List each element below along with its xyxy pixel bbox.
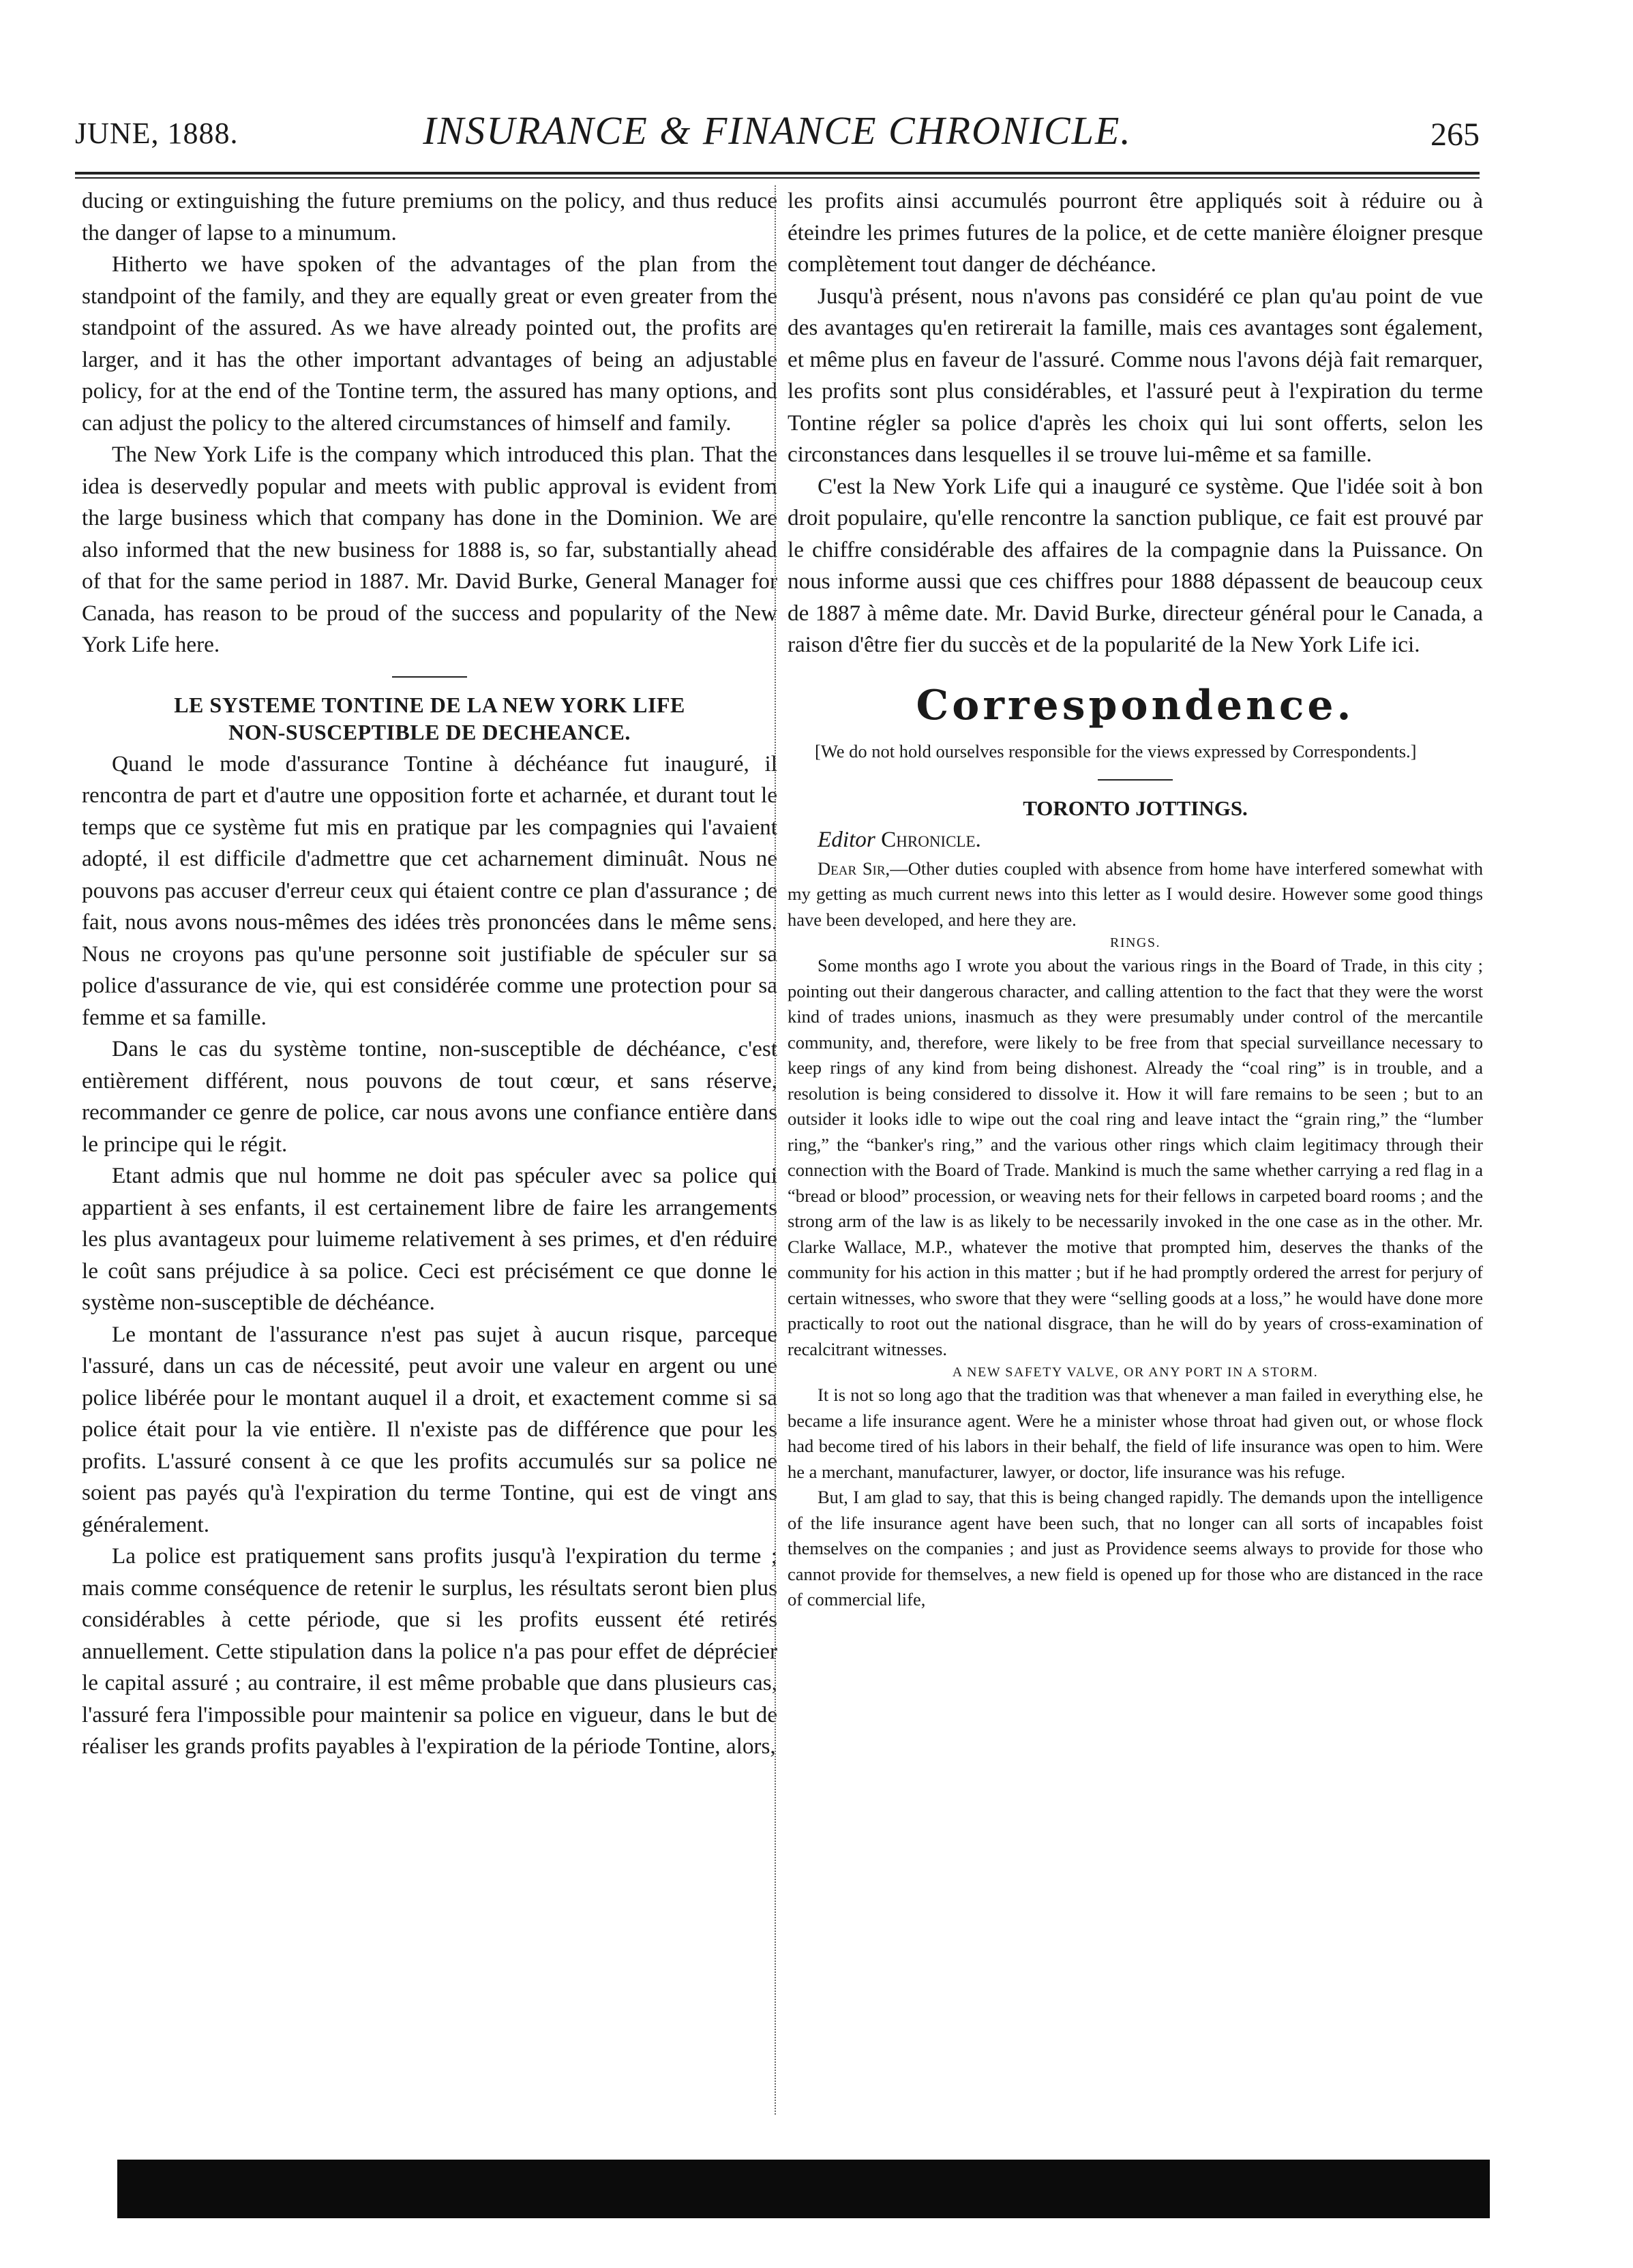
paragraph: La police est pratiquement sans profits jusqu'à l'expiration du terme ; mais comme conséquence de retenir le surplus, les résultats seront bien plus considérables à cette période, que si les profits eussent été retirés annuellement. Cette stipulation dans la police n'a pas pour effet de déprécier le capital assuré ; au contraire, il est même probable que dans plusieurs cas, l'assuré fera l'impossible pour maintenir sa police en vigueur, dans le but de réaliser les grands profits payables à l'expiration de la période Tontine, alors, — [82, 1543, 777, 1759]
letter-title: TORONTO JOTTINGS. — [1023, 796, 1248, 820]
paragraph: Dans le cas du système tontine, non-susceptible de déchéance, c'est entièrement différent, nous pouvons de tout cœur, et sans réserve, recommander ce genre de police, car nous avons une confiance entière dans le principe qui le régit. — [82, 1036, 777, 1157]
paragraph: C'est la New York Life qui a inauguré ce système. Que l'idée soit à bon droit populaire, qu'elle rencontre la sanction publique, ce fait est prouvé par le chiffre considérable des affaires de la compagnie dans la Puissance. On nous informe aussi que ces chiffres pour 1888 dépassent de beaucoup ceux de 1887 à même date. Mr. David Burke, directeur général pour le Canada, a raison d'être fier du succès et de la popularité de la New York Life ici. — [788, 473, 1483, 657]
letter-addressee — [788, 824, 1483, 856]
paragraph: ducing or extinguishing the future premiums on the policy, and thus reduce the danger of lapse to a minumum. — [82, 188, 777, 245]
addressee-name: Chronicle. — [881, 827, 981, 852]
paragraph: les profits ainsi accumulés pourront être appliqués soit à réduire ou à éteindre les primes futures de la police, et de cette manière éloigner presque complètement tout danger de déchéance. — [788, 188, 1483, 277]
side-heading: RINGS. — [1109, 935, 1160, 950]
letter-paragraph — [788, 856, 1483, 933]
header-rule — [75, 172, 1480, 179]
section-divider — [1098, 779, 1173, 781]
paragraph: Le montant de l'assurance n'est pas sujet à aucun risque, parceque l'assuré, dans un cas de nécessité, peut avoir une valeur en argent ou une police libérée pour le montant auquel il a droit, et exactement comme si sa police était pour la vie entière. Il n'existe pas de différence que pour les profits. L'assuré consent à ce que les profits accumulés sur sa police ne soient pas payés qu'à l'expiration du terme Tontine, qui est de vingt ans généralement. — [82, 1321, 777, 1537]
paragraph: The New York Life is the company which introduced this plan. That the idea is deservedly popular and meets with public approval is evident from the large business which that company has done in the Dominion. We are also informed that the new business for 1888 is, so far, substantially ahead of that for the same period in 1887. Mr. David Burke, General Manager for Canada, has reason to be proud of the success and popularity of the New York Life here. — [82, 442, 777, 657]
issue-date: JUNE, 1888. — [75, 117, 239, 150]
page-header — [75, 102, 1480, 164]
column-divider — [775, 185, 776, 2115]
paragraph: Etant admis que nul homme ne doit pas spéculer avec sa police qui appartient à ses enfants, il est certainement libre de faire les arrangements les plus avantageux pour luimeme relativement à ses primes, et d'en réduire le coût sans préjudice à sa police. Ceci est précisément ce que donne le système non-susceptible de déchéance. — [82, 1163, 777, 1315]
correspondence-heading: Correspondence. — [916, 681, 1355, 729]
letter-paragraph: Some months ago I wrote you about the various rings in the Board of Trade, in this city ; pointing out their dangerous character, and calling attention to the fact that they were the worst kind of trades unions, inasmuch as they were presumably under control of the mercantile community, and, therefore, were likely to be free from that special surveillance necessary to keep rings of any kind from being dishonest. Already the “coal ring” is in trouble, and a resolution is being considered to dissolve it. How it will fare remains to be seen ; but to an outsider it looks idle to wipe out the coal ring and leave intact the “grain ring,” the “lumber ring,” the “banker's ring,” and the various other rings which claim legitimacy through their connection with the Board of Trade. Mankind is much the same whether carrying a red flag in a “bread or blood” procession, or weaving nets for their fellows in carpeted board rooms ; and the strong arm of the law is as likely to be necessarily invoked in the one case as in the other. Mr. Clarke Wallace, M.P., whatever the motive that prompted him, deserves the thanks of the community for his action in this matter ; but if he had promptly ordered the arrest for perjury of certain witnesses, who swore that they were “selling goods at a loss,” he would have done more practically to root out the national disgrace, than he will do by years of cross-examination of recalcitrant witnesses. — [788, 955, 1483, 1359]
letter-text: —Other duties coupled with absence from home have interfered somewhat with my getting as much current news into this letter as I would desire. However some good things have been developed, and here they are. — [788, 858, 1483, 930]
scan-edge-bar — [89, 2160, 1490, 2218]
addressee-label: Editor — [818, 827, 875, 852]
page-number: 265 — [1430, 117, 1480, 153]
article-title-line-1: LE SYSTEME TONTINE DE LA NEW YORK LIFE — [174, 692, 685, 717]
article-title-line-2: NON-SUSCEPTIBLE DE DECHEANCE. — [228, 719, 631, 744]
paragraph: Quand le mode d'assurance Tontine à déchéance fut inauguré, il rencontra de part et d'autre une opposition forte et acharnée, et durant tout le temps que ce système fut mis en pratique par les compagnies qui l'avaient adopté, il est difficile d'admettre que cet acharnement diminuât. Nous ne pouvons pas accuser d'erreur ceux qui étaient contre ce plan d'assurance ; de fait, nous avons nous-mêmes des idées très prononcées dans le même sens. Nous ne croyons pas qu'une personne soit justifiable de spéculer sur sa police d'assurance de vie, qui est considérée comme une protection pour sa femme et sa famille. — [82, 751, 777, 1030]
side-heading: A NEW SAFETY VALVE, OR ANY PORT IN A STORM. — [952, 1365, 1319, 1380]
publication-title: INSURANCE & FINANCE CHRONICLE. — [423, 108, 1132, 153]
article-title — [82, 691, 777, 746]
right-column — [788, 185, 1483, 2074]
left-column — [82, 185, 777, 2074]
editorial-disclaimer: [We do not hold ourselves responsible for the views expressed by Correspondents.] — [815, 740, 1417, 761]
salutation: Dear Sir, — [818, 858, 890, 879]
section-divider — [392, 676, 467, 678]
letter-paragraph: But, I am glad to say, that this is being changed rapidly. The demands upon the intelligence of the life insurance agent have been such, that no longer can all sorts of incapables foist themselves on the companies ; and just as Providence seems always to provide for those who cannot provide for themselves, a new field is opened up for those who are distanced in the race of commercial life, — [788, 1487, 1483, 1609]
paragraph: Jusqu'à présent, nous n'avons pas considéré ce plan qu'au point de vue des avantages qu'en retirerait la famille, mais ces avantages sont également, et même plus en faveur de l'assuré. Comme nous l'avons déjà fait remarquer, les profits sont plus considérables, et l'assuré peut à l'expiration du terme Tontine régler sa police d'après les choix qui lui sont offerts, selon les circonstances dans lesquelles il se trouve lui-même et sa famille. — [788, 283, 1483, 467]
paragraph: Hitherto we have spoken of the advantages of the plan from the standpoint of the family, and they are equally great or even greater from the standpoint of the assured. As we have already pointed out, the profits are larger, and it has the other important advantages of being an adjustable policy, for at the end of the Tontine term, the assured has many options, and can adjust the policy to the altered circumstances of himself and family. — [82, 252, 777, 436]
letter-paragraph: It is not so long ago that the tradition was that whenever a man failed in everything else, he became a life insurance agent. Were he a minister whose throat had given out, or whose flock had become tired of his labors in their behalf, the field of life insurance was open to him. Were he a merchant, manufacturer, lawyer, or doctor, life insurance was his refuge. — [788, 1385, 1483, 1482]
